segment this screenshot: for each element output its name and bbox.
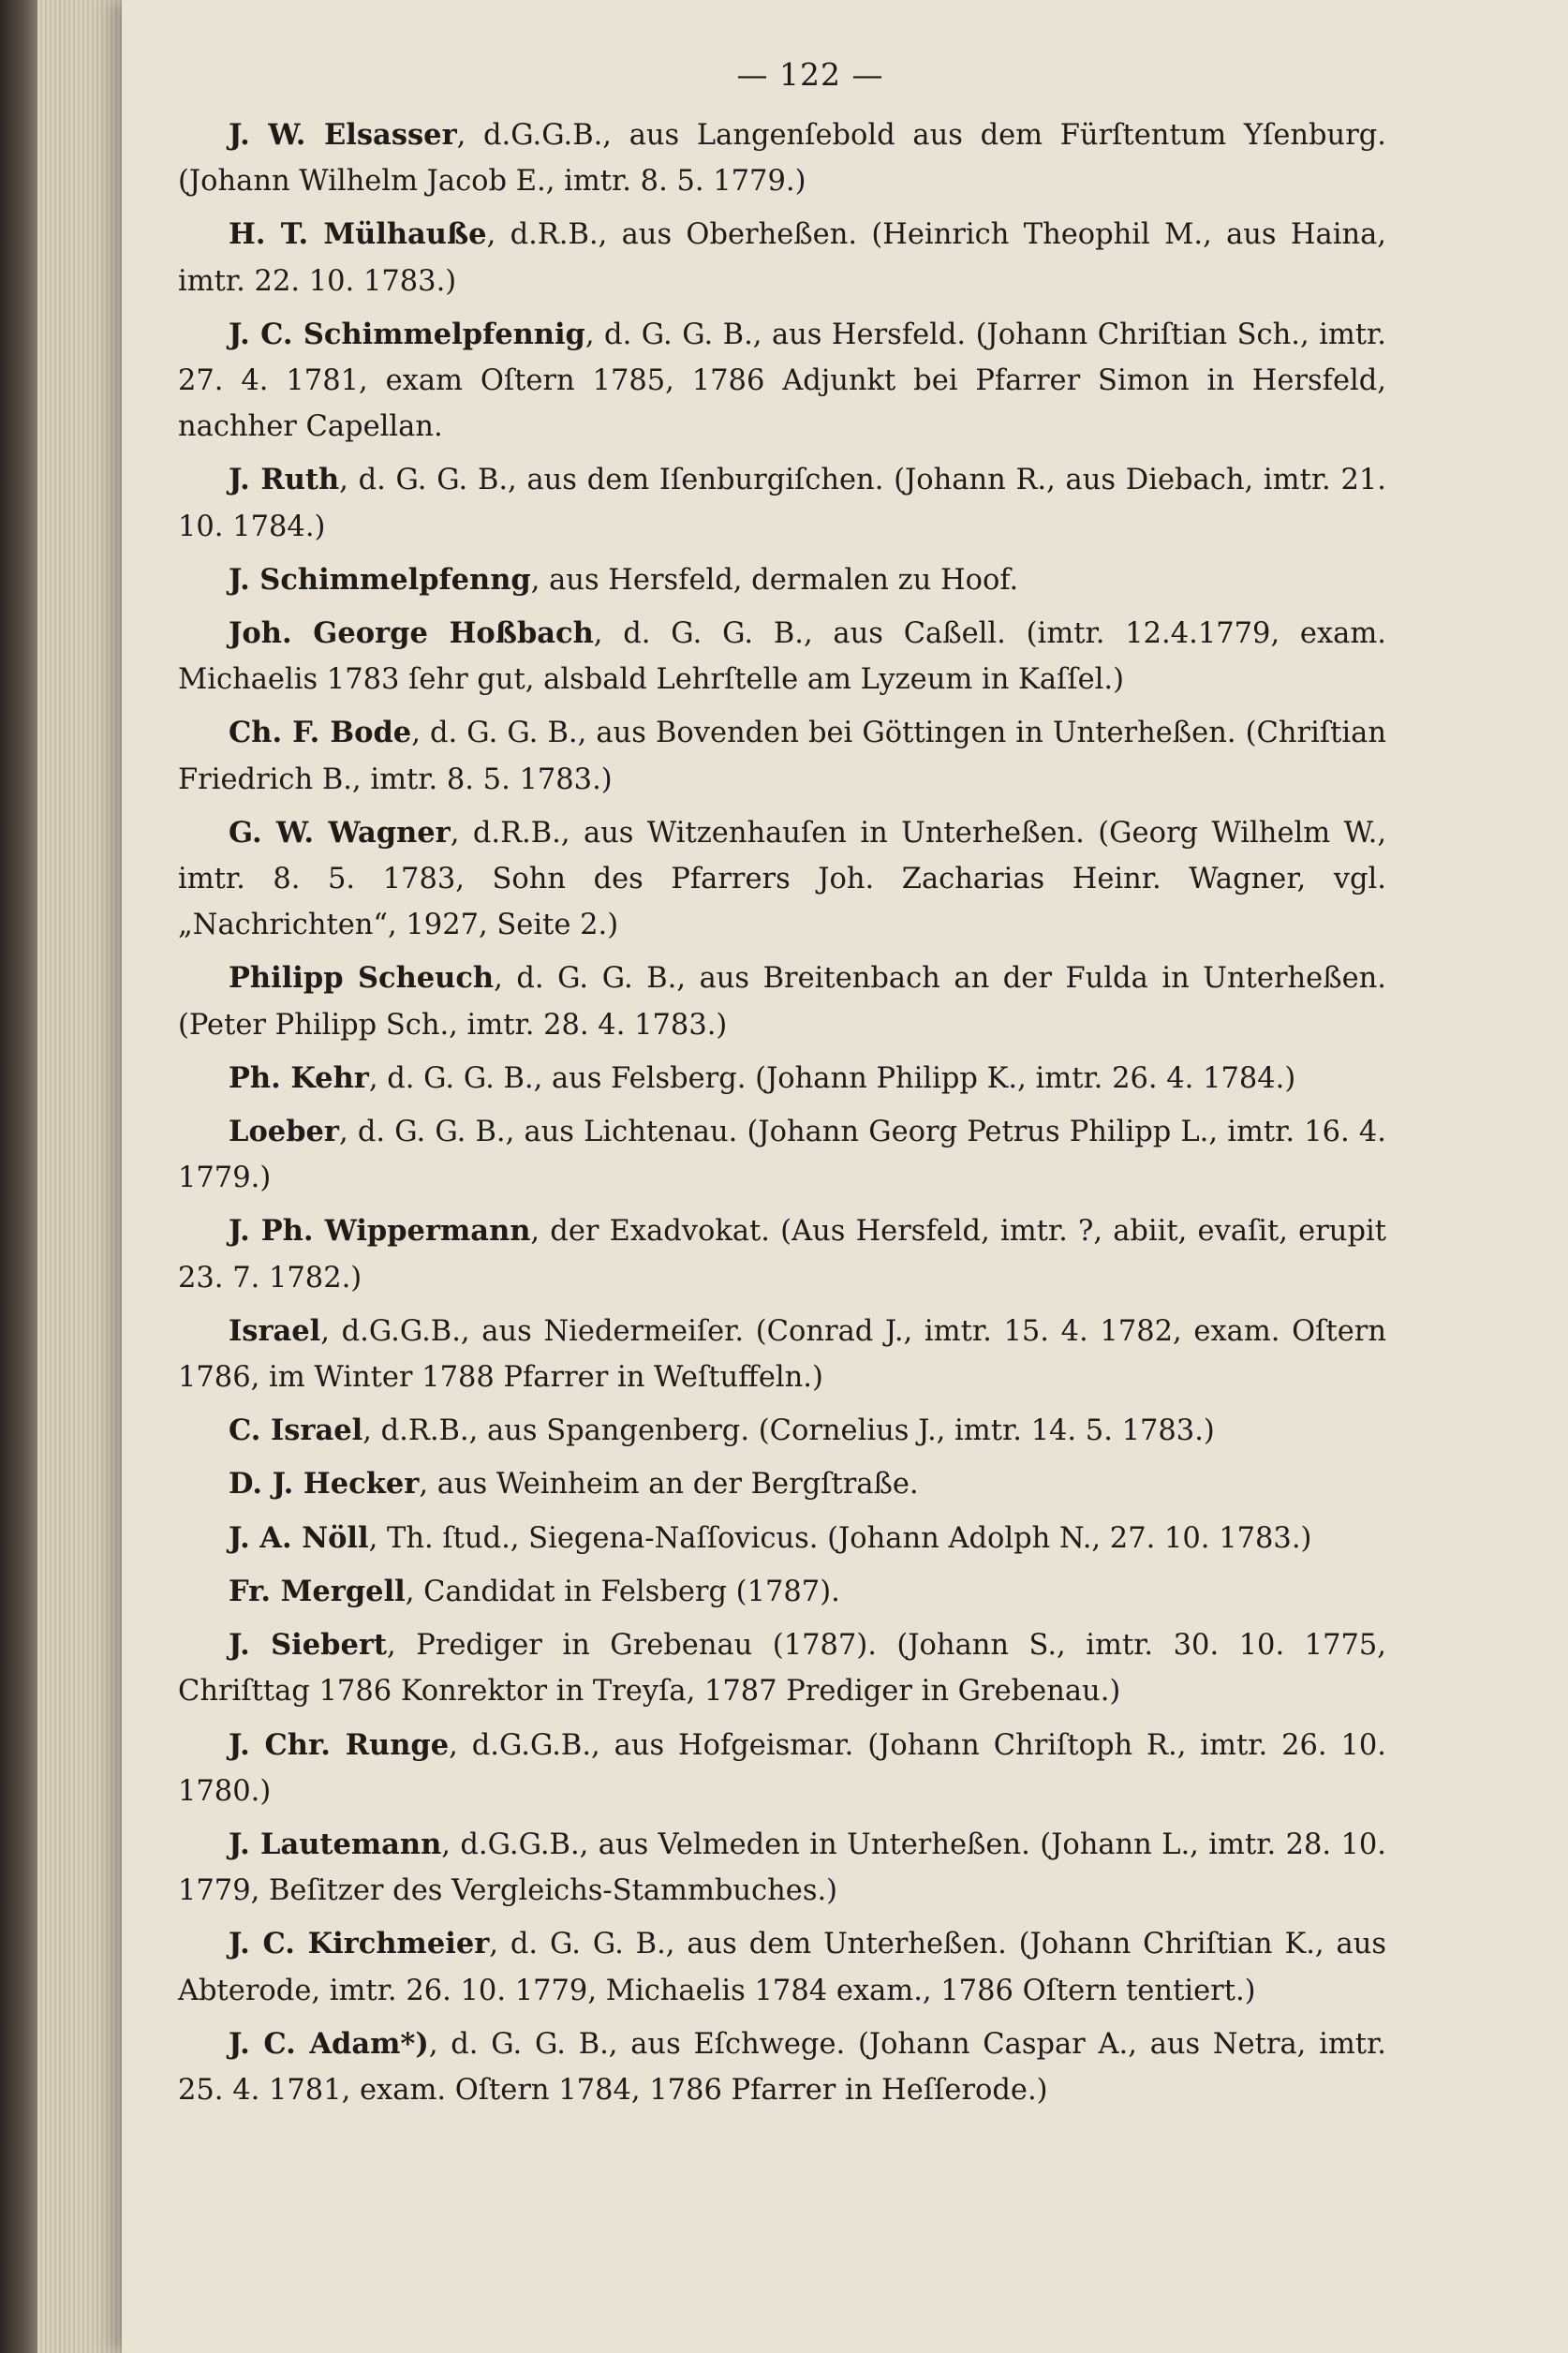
entry-text: , aus Hersfeld, dermalen zu Hoof. — [530, 563, 1019, 597]
entry-text: , d.G.G.B., aus Niedermeiſer. (Conrad J., imtr. 15. 4. 1782, exam. Oſtern 1786, im Winter 1788 Pfarrer in Weſtuffeln.) — [178, 1314, 1386, 1395]
entry — [178, 557, 1386, 603]
entry-name: D. J. Hecker — [229, 1467, 420, 1502]
entry-name: J. C. Schimmelpfennig — [229, 317, 585, 351]
entry-text: , d.R.B., aus Witzenhauſen in Unterheßen. (Georg Wilhelm W., imtr. 8. 5. 1783, Sohn des Pfarrers Joh. Zacharias Heinr. Wagner, vgl. „Nachrichten“, 1927, Seite 2.) — [178, 816, 1387, 942]
entry-name: Ph. Kehr — [229, 1060, 369, 1095]
entry-name: Fr. Mergell — [229, 1574, 406, 1608]
entry-text: , Prediger in Grebenau (1787). (Johann S., imtr. 30. 10. 1775, Chriſttag 1786 Konrektor in Treyſa, 1787 Prediger in Grebenau.) — [178, 1629, 1386, 1709]
entry — [178, 212, 1386, 303]
entry-text: , d.G.G.B., aus Langenſebold aus dem Fürſtentum Yſenburg. (Johann Wilhelm Jacob E., imtr. 8. 5. 1779.) — [178, 119, 1387, 199]
entry — [178, 1569, 1386, 1615]
entry-name: J. C. Kirchmeier — [229, 1927, 490, 1961]
entry — [178, 1309, 1386, 1400]
entry-text: , d. G. G. B., aus dem Unterheßen. (Johann Chriſtian K., aus Abterode, imtr. 26. 10. 1779, Michaelis 1784 exam., 1786 Oſtern tentiert.) — [178, 1928, 1386, 2007]
page-content — [178, 56, 1386, 2121]
entry — [178, 611, 1386, 703]
entry-list — [178, 112, 1386, 2113]
entry-name: C. Israel — [229, 1413, 363, 1448]
entry — [178, 1408, 1386, 1454]
entry-text: , d. G. G. B., aus Bovenden bei Göttingen in Unterheßen. (Chriſtian Friedrich B., imtr. 8. 5. 1783.) — [178, 717, 1386, 796]
entry — [178, 1516, 1386, 1561]
entry-name: Ch. F. Bode — [229, 716, 412, 750]
entry — [178, 1723, 1386, 1814]
entry — [178, 2021, 1386, 2113]
entry-name: Joh. George Hoßbach — [229, 616, 594, 651]
entry-text: , d. G. G. B., aus Lichtenau. (Johann Georg Petrus Philipp L., imtr. 16. 4. 1779.) — [178, 1116, 1386, 1195]
entry-text: , d.R.B., aus Oberheßen. (Heinrich Theophil M., aus Haina, imtr. 22. 10. 1783.) — [178, 218, 1386, 298]
entry-name: J. Ruth — [229, 463, 340, 497]
entry — [178, 1461, 1386, 1507]
entry — [178, 112, 1386, 204]
entry-name: J. Schimmelpfenng — [229, 562, 531, 597]
entry — [178, 1208, 1386, 1300]
entry-text: , d.R.B., aus Spangenberg. (Cornelius J., imtr. 14. 5. 1783.) — [362, 1414, 1215, 1448]
entry-text: , d. G. G. B., aus Felsberg. (Johann Philipp K., imtr. 26. 4. 1784.) — [368, 1061, 1296, 1095]
entry-name: Israel — [229, 1313, 321, 1348]
entry-text: , d. G. G. B., aus Hersfeld. (Johann Chriſtian Sch., imtr. 27. 4. 1781, exam Oſtern 1785, 1786 Adjunkt bei Pfarrer Simon in Hersfeld, nachher Capellan. — [178, 318, 1386, 444]
entry-text: , Th. ſtud., Siegena-Naſſovicus. (Johann Adolph N., 27. 10. 1783.) — [368, 1521, 1312, 1555]
entry — [178, 1622, 1386, 1714]
entry — [178, 312, 1386, 451]
entry-name: J. Chr. Runge — [229, 1727, 450, 1762]
entry — [178, 1109, 1386, 1201]
entry — [178, 710, 1386, 802]
entry-text: , d.G.G.B., aus Hofgeismar. (Johann Chriſtoph R., imtr. 26. 10. 1780.) — [178, 1728, 1387, 1808]
entry-name: H. T. Mülhauße — [229, 217, 487, 252]
entry-text: , d.G.G.B., aus Velmeden in Unterheßen. (Johann L., imtr. 28. 10. 1779, Beſitzer des Vergleichs-Stammbuches.) — [178, 1828, 1386, 1908]
entry — [178, 1921, 1386, 2013]
entry-text: , d. G. G. B., aus dem Iſenburgiſchen. (Johann R., aus Diebach, imtr. 21. 10. 1784.) — [178, 464, 1386, 543]
entry-text: , d. G. G. B., aus Caßell. (imtr. 12.4.1779, exam. Michaelis 1783 ſehr gut, alsbald Lehrſtelle am Lyzeum in Kaſſel.) — [178, 617, 1386, 697]
entry-name: J. A. Nöll — [229, 1520, 369, 1555]
entry-text: , d. G. G. B., aus Eſchwege. (Johann Caspar A., aus Netra, imtr. 25. 4. 1781, exam. Oſtern 1784, 1786 Pfarrer in Heſſerode.) — [178, 2027, 1386, 2107]
entry-text: , aus Weinheim an der Bergſtraße. — [419, 1468, 919, 1502]
entry-name: J. W. Elsasser — [229, 118, 457, 152]
entry-name: G. W. Wagner — [229, 815, 451, 850]
entry-name: J. Siebert — [229, 1628, 388, 1663]
entry-text: , der Exadvokat. (Aus Hersfeld, imtr. ?, abiit, evaſit, erupit 23. 7. 1782.) — [178, 1215, 1386, 1295]
entry — [178, 1822, 1386, 1914]
entry — [178, 1056, 1386, 1102]
entry-text: , d. G. G. B., aus Breitenbach an der Fulda in Unterheßen. (Peter Philipp Sch., imtr. 28. 4. 1783.) — [178, 962, 1386, 1042]
entry-name: J. C. Adam*) — [229, 2026, 429, 2061]
entry — [178, 457, 1386, 549]
entry-name: Loeber — [229, 1115, 339, 1149]
book-page — [122, 0, 1568, 2353]
entry — [178, 955, 1386, 1047]
entry-name: Philipp Scheuch — [229, 961, 495, 996]
entry-name: J. Ph. Wippermann — [229, 1214, 531, 1249]
page-number: — 122 — — [736, 56, 884, 93]
entry-name: J. Lautemann — [229, 1827, 442, 1861]
entry-text: , Candidat in Felsberg (1787). — [405, 1575, 840, 1608]
entry — [178, 810, 1386, 949]
